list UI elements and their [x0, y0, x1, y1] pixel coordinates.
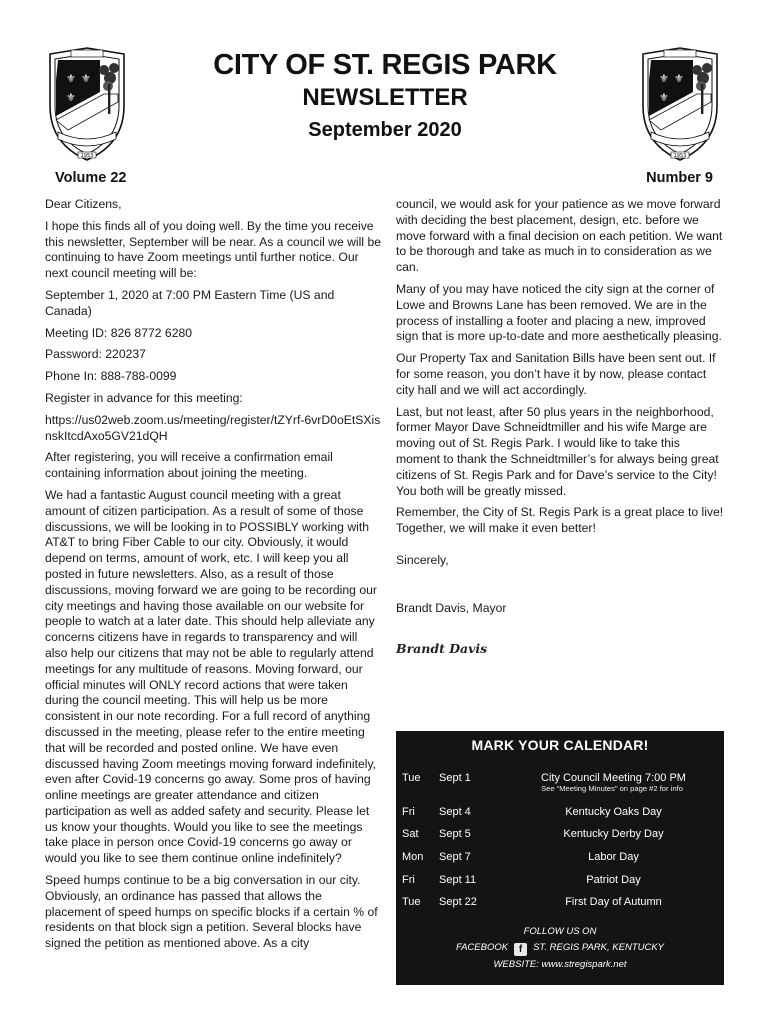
- event-name: Patriot Day: [586, 873, 641, 886]
- paragraph-registration: After registering, you will receive a confirmation email containing information about joining the meeting.: [45, 450, 333, 481]
- svg-text:1953: 1953: [673, 153, 687, 159]
- event-day: Mon: [402, 851, 424, 864]
- city-seal-right: [637, 46, 723, 166]
- event-date: Sept 22: [439, 896, 477, 909]
- calendar-note: See “Meeting Minutes” on page #2 for info: [541, 783, 683, 793]
- event-name: Kentucky Oaks Day: [565, 805, 662, 818]
- social-links: [396, 924, 724, 974]
- volume-label: Volume 22: [55, 170, 127, 186]
- paragraph-farewell: Last, but not least, after 50 plus years in the neighborhood, former Mayor Dave Schneidtmiller and his wife Marge are moving out of St. Regis Park. I would like to take this moment to thank the Schneidtmiller’s for always being great citizens of St. Regis Park and for Dave’s service to the City! You both will be greatly missed.: [396, 404, 719, 498]
- calendar-row: [396, 823, 724, 846]
- calendar-row: [396, 891, 724, 914]
- register-link[interactable]: https://us02web.zoom.us/meeting/register/tZYrf-6vrD0oEtSXisnskItcdAxo5GV21dQH: [45, 412, 381, 443]
- event-date: Sept 5: [439, 828, 471, 841]
- meeting-password: Password: 220237: [45, 347, 146, 362]
- city-seal-left: [44, 46, 130, 166]
- meeting-phone: Phone In: 888-788-0099: [45, 369, 177, 384]
- event-name: Kentucky Derby Day: [563, 828, 664, 841]
- newsletter-title: CITY OF ST. REGIS PARK: [213, 49, 557, 81]
- issue-number: Number 9: [646, 170, 713, 186]
- city-seal-icon: [44, 46, 130, 166]
- svg-text:⚜: ⚜: [66, 72, 76, 85]
- event-name: Labor Day: [588, 851, 639, 864]
- register-label: Register in advance for this meeting:: [45, 390, 243, 405]
- event-day: Tue: [402, 772, 421, 785]
- facebook-page[interactable]: ST. REGIS PARK, KENTUCKY: [533, 942, 664, 954]
- paragraph-tax-bills: Our Property Tax and Sanitation Bills have been sent out. If for some reason, you don’t have it by now, please contact city hall and we will act accordingly.: [396, 351, 716, 397]
- paragraph-closing-remark: Remember, the City of St. Regis Park is a great place to live! Together, we will make it even better!: [396, 505, 724, 536]
- greeting: Dear Citizens,: [45, 197, 122, 211]
- event-date: Sept 1: [439, 772, 471, 785]
- paragraph-city-sign: Many of you may have noticed the city sign at the corner of Lowe and Browns Lane has been removed. We are in the process of installing a footer and placing a new, improved sign that is more up-to-date and more aesthetically pleasing.: [396, 281, 722, 344]
- right-column: [396, 197, 726, 656]
- calendar-row: [396, 868, 724, 891]
- facebook-line: [396, 940, 724, 957]
- meeting-datetime: September 1, 2020 at 7:00 PM Eastern Time (US and Canada): [45, 287, 335, 318]
- calendar-row: [396, 846, 724, 869]
- event-day: Sat: [402, 828, 419, 841]
- newsletter-subtitle: NEWSLETTER: [302, 84, 468, 111]
- sign-off: Sincerely,: [396, 552, 449, 567]
- follow-label: FOLLOW US ON: [523, 925, 597, 937]
- issue-date: September 2020: [308, 119, 462, 141]
- svg-text:1953: 1953: [80, 153, 94, 159]
- calendar-events: [396, 767, 724, 914]
- event-day: Fri: [402, 805, 415, 818]
- calendar-box: [396, 731, 724, 985]
- website-link[interactable]: WEBSITE: www.stregispark.net: [493, 958, 627, 970]
- left-column: [45, 197, 381, 958]
- facebook-label[interactable]: FACEBOOK: [455, 942, 509, 954]
- event-name: City Council Meeting 7:00 PM: [541, 772, 686, 785]
- event-date: Sept 11: [439, 873, 477, 886]
- event-date: Sept 4: [439, 805, 471, 818]
- event-name: First Day of Autumn: [565, 896, 662, 909]
- paragraph-speed-humps: Speed humps continue to be a big conversation in our city. Obviously, an ordinance has passed that allows the placement of speed humps on specific blocks if a certain % of residents on that block sign a petition. Several blocks have signed the petition as mentioned above. As a city: [45, 873, 378, 951]
- paragraph-continued: council, we would ask for your patience as we move forward with deciding the best placement, design, etc. before we move forward with a final decision on each petition. We want to be thorough and take as much in to consideration as we can.: [396, 197, 723, 275]
- svg-text:⚜: ⚜: [81, 72, 91, 85]
- svg-text:⚜: ⚜: [659, 91, 669, 104]
- svg-text:⚜: ⚜: [659, 72, 669, 85]
- svg-text:⚜: ⚜: [674, 72, 684, 85]
- paragraph-intro: I hope this finds all of you doing well. By the time you receive this newsletter, September will be near. As a council we will be continuing to have Zoom meetings until further notice. Our next council meeting will be:: [45, 218, 381, 281]
- calendar-title: MARK YOUR CALENDAR!: [471, 737, 649, 753]
- calendar-row: [396, 801, 724, 824]
- city-seal-icon: [637, 46, 723, 166]
- svg-text:⚜: ⚜: [66, 91, 76, 104]
- event-date: Sept 7: [439, 851, 471, 864]
- paragraph-august-meeting: We had a fantastic August council meeting with a great amount of citizen participation. As a result of some of those discussions, we will be looking in to POSSIBLY working with AT&T to bring Fiber Cable to our city. Obviously, it would depend on terms, amount of work, etc. I will keep you all posted in future newsletters. Also, as a result of those discussions, moving forward we are going to be recording our city meetings and having those available on our website for people to watch at a later date. This should help alleviate any concerns citizens have in regards to transparency and will also help our citizens that may not be able to regularly attend meetings for any multitude of reasons. Moving forward, our official minutes will ONLY record actions that were taken during the council meeting. This will help us be more consistent in our note recording. For a full record of anything discussed in the meeting, please refer to the entire meeting that will be recorded and posted online. We have even discussed having Zoom meetings moving forward indefinitely, even after Covid-19 concerns go away. Some pros of having online meetings are greater attendance and citizen participation as well as added safety and security. Please let us know your thoughts. Would you like to see the meetings take place in person once Covid-19 concerns go away or would you like to see them continue online indefinitely?: [45, 487, 377, 866]
- masthead: [150, 48, 620, 143]
- meeting-id: Meeting ID: 826 8772 6280: [45, 325, 193, 340]
- event-day: Tue: [402, 896, 421, 909]
- event-day: Fri: [402, 873, 415, 886]
- facebook-icon[interactable]: f: [514, 943, 527, 956]
- author-name: Brandt Davis, Mayor: [396, 600, 507, 615]
- signature: Brandt Davis: [396, 640, 488, 656]
